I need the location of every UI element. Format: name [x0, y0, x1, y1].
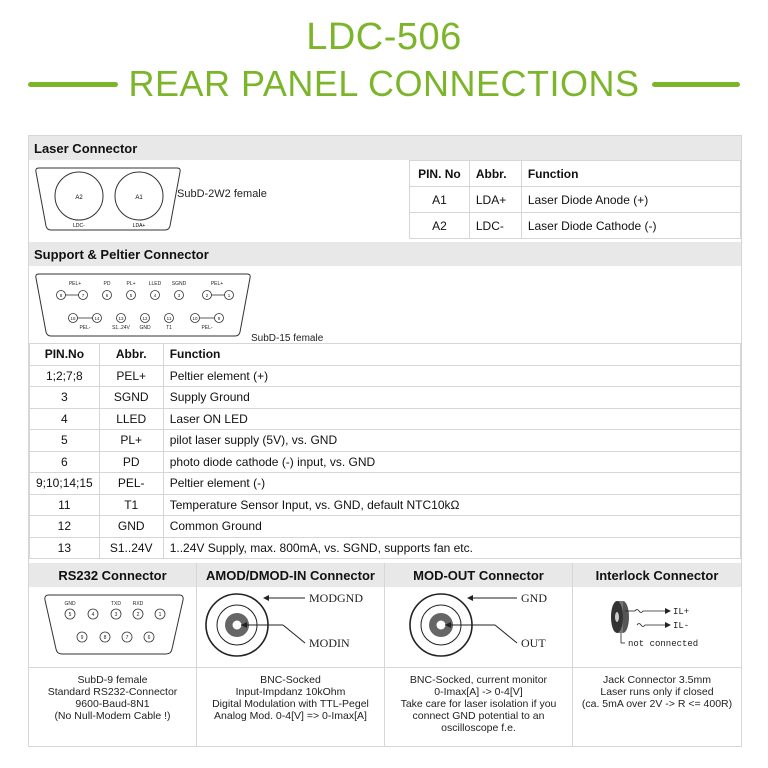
pin-ldc-label: LDC- [73, 223, 85, 229]
bnc-diagram [197, 587, 385, 667]
not-connected-label: not connected [628, 639, 699, 649]
cell-abbr: PD [99, 451, 163, 473]
rs232-panel [29, 563, 197, 747]
bottom-connectors [29, 563, 741, 748]
desc-line: BNC-Socked, current monitor [409, 674, 548, 686]
desc-line: (ca. 5mA over 2V -> R <= 400R) [581, 698, 733, 710]
modout-panel [385, 563, 573, 747]
pin-number: 7 [125, 635, 129, 641]
table-row [30, 516, 741, 538]
pin-number: 1 [227, 293, 231, 298]
desc-line: oscilloscope f.e. [441, 722, 516, 734]
pin-a2-label: A2 [75, 195, 83, 201]
pin-number: 8 [59, 293, 63, 298]
cell-pin: 11 [30, 494, 100, 516]
pin-pel-plus-label: PEL+ [210, 281, 224, 287]
cell-abbr: LDA+ [469, 187, 521, 213]
model-title: LDC-506 [306, 16, 462, 58]
pin-number: 13 [118, 316, 124, 321]
interlock-title: Interlock Connector [573, 563, 741, 587]
col-function: Function [521, 161, 740, 187]
amod-title: AMOD/DMOD-IN Connector [197, 563, 384, 587]
cell-pin: 5 [30, 430, 100, 452]
rs232-description [29, 667, 196, 722]
out-label: OUT [521, 636, 546, 650]
desc-line: SubD-9 female [77, 674, 148, 686]
pin-s1-label: S1..24V [112, 325, 130, 331]
pin-number: 7 [81, 293, 85, 298]
pin-number: 4 [91, 612, 95, 618]
desc-line: (No Null-Modem Cable !) [54, 710, 171, 722]
pin-pl-label: PL+ [126, 281, 136, 287]
support-pin-table [29, 343, 741, 559]
cell-abbr: PL+ [99, 430, 163, 452]
il-minus-label: IL- [673, 621, 690, 631]
rs232-title: RS232 Connector [29, 563, 196, 587]
pin-txd-label: TXD [111, 601, 121, 607]
pin-pel-minus-label: PEL- [79, 325, 91, 331]
pin-number: 8 [103, 635, 107, 641]
pin-number: 2 [136, 612, 140, 618]
pin-number: 5 [68, 612, 72, 618]
pin-gnd-label: GND [64, 601, 76, 607]
cell-abbr: LLED [99, 408, 163, 430]
modgnd-label: MODGND [309, 591, 363, 605]
cell-pin: 1;2;7;8 [30, 365, 100, 387]
col-pin: PIN. No [410, 161, 470, 187]
cell-pin: 4 [30, 408, 100, 430]
modout-title: MOD-OUT Connector [385, 563, 572, 587]
cell-function: Temperature Sensor Input, vs. GND, default NTC10kΩ [163, 494, 740, 516]
cell-function: Peltier element (+) [163, 365, 740, 387]
pin-lda-label: LDA+ [132, 223, 146, 229]
table-row [30, 537, 741, 559]
desc-line: connect GND potential to an [412, 710, 545, 722]
pin-number: 4 [153, 293, 157, 298]
pin-rxd-label: RXD [132, 601, 144, 607]
cell-function: Supply Ground [163, 387, 740, 409]
interlock-panel [573, 563, 741, 747]
laser-connector-label: SubD-2W2 female [177, 188, 267, 200]
laser-section-header: Laser Connector [29, 136, 741, 160]
subd-15-diagram [33, 268, 253, 340]
subd-9-diagram [29, 587, 197, 667]
table-row [30, 494, 741, 516]
cell-abbr: SGND [99, 387, 163, 409]
table-row [30, 430, 741, 452]
cell-function: Common Ground [163, 516, 740, 538]
amod-panel [197, 563, 385, 747]
jack-diagram [573, 587, 741, 667]
laser-pin-table [409, 160, 741, 239]
desc-line: BNC-Socked [260, 674, 321, 686]
pin-number: 2 [205, 293, 209, 298]
cell-function: pilot laser supply (5V), vs. GND [163, 430, 740, 452]
cell-abbr: GND [99, 516, 163, 538]
cell-function: Laser ON LED [163, 408, 740, 430]
pin-a1-label: A1 [135, 195, 143, 201]
pin-pd-label: PD [103, 281, 111, 287]
pin-t1-label: T1 [166, 325, 172, 331]
pin-lled-label: LLED [148, 281, 162, 287]
col-function: Function [163, 344, 740, 366]
pin-number: 5 [129, 293, 133, 298]
col-abbr: Abbr. [99, 344, 163, 366]
cell-pin: 6 [30, 451, 100, 473]
cell-function: 1..24V Supply, max. 800mA, vs. SGND, supports fan etc. [163, 537, 740, 559]
col-pin: PIN.No [30, 344, 100, 366]
pin-sgnd-label: SGND [171, 281, 187, 287]
page-header [0, 0, 768, 120]
desc-line: Jack Connector 3.5mm [603, 674, 711, 686]
support-connector-label: SubD-15 female [251, 333, 324, 344]
pin-pel-plus-label: PEL+ [68, 281, 82, 287]
support-section-header: Support & Peltier Connector [29, 242, 741, 266]
cell-pin: 3 [30, 387, 100, 409]
table-row [30, 365, 741, 387]
pin-number: 3 [177, 293, 181, 298]
modout-description [385, 667, 572, 734]
cell-function: photo diode cathode (-) input, vs. GND [163, 451, 740, 473]
desc-line: Take care for laser isolation if you [400, 698, 557, 710]
cell-function: Peltier element (-) [163, 473, 740, 495]
cell-function: Laser Diode Anode (+) [521, 187, 740, 213]
pin-number: 1 [158, 612, 162, 618]
pin-pel-minus-label: PEL- [201, 325, 213, 331]
modin-label: MODIN [309, 636, 350, 650]
pin-number: 14 [94, 316, 100, 321]
cell-abbr: PEL- [99, 473, 163, 495]
cell-abbr: T1 [99, 494, 163, 516]
pin-gnd-label: GND [139, 325, 151, 331]
bnc-diagram [385, 587, 573, 667]
cell-pin: A2 [410, 213, 470, 239]
interlock-description [573, 667, 741, 710]
table-row [410, 187, 741, 213]
cell-abbr: LDC- [469, 213, 521, 239]
cell-abbr: PEL+ [99, 365, 163, 387]
desc-line: Standard RS232-Connector [47, 686, 178, 698]
cell-pin: A1 [410, 187, 470, 213]
pin-number: 6 [105, 293, 109, 298]
pin-number: 9 [80, 635, 84, 641]
pin-number: 9 [217, 316, 221, 321]
pin-number: 12 [142, 316, 148, 321]
desc-line: Laser runs only if closed [600, 686, 714, 698]
table-row [30, 387, 741, 409]
pin-number: 6 [147, 635, 151, 641]
pin-number: 11 [166, 316, 172, 321]
connection-sheet [28, 135, 742, 747]
table-row [30, 408, 741, 430]
desc-line: Digital Modulation with TTL-Pegel [212, 698, 369, 710]
pin-number: 15 [70, 316, 76, 321]
cell-pin: 12 [30, 516, 100, 538]
pin-number: 10 [192, 316, 198, 321]
amod-description [197, 667, 384, 722]
pin-number: 3 [114, 612, 118, 618]
desc-line: Analog Mod. 0-4[V] => 0-Imax[A] [214, 710, 367, 722]
cell-pin: 13 [30, 537, 100, 559]
table-row [30, 473, 741, 495]
subd-2w2-diagram [33, 162, 183, 234]
desc-line: Input-Impdanz 10kOhm [235, 686, 346, 698]
col-abbr: Abbr. [469, 161, 521, 187]
cell-function: Laser Diode Cathode (-) [521, 213, 740, 239]
cell-abbr: S1..24V [99, 537, 163, 559]
desc-line: 9600-Baud-8N1 [75, 698, 150, 710]
il-plus-label: IL+ [673, 607, 690, 617]
desc-line: 0-Imax[A] -> 0-4[V] [434, 686, 523, 698]
gnd-label: GND [521, 591, 547, 605]
cell-pin: 9;10;14;15 [30, 473, 100, 495]
decorative-bar-right [652, 82, 740, 87]
table-row [30, 451, 741, 473]
table-row [410, 213, 741, 239]
page-subtitle: REAR PANEL CONNECTIONS [128, 63, 640, 104]
